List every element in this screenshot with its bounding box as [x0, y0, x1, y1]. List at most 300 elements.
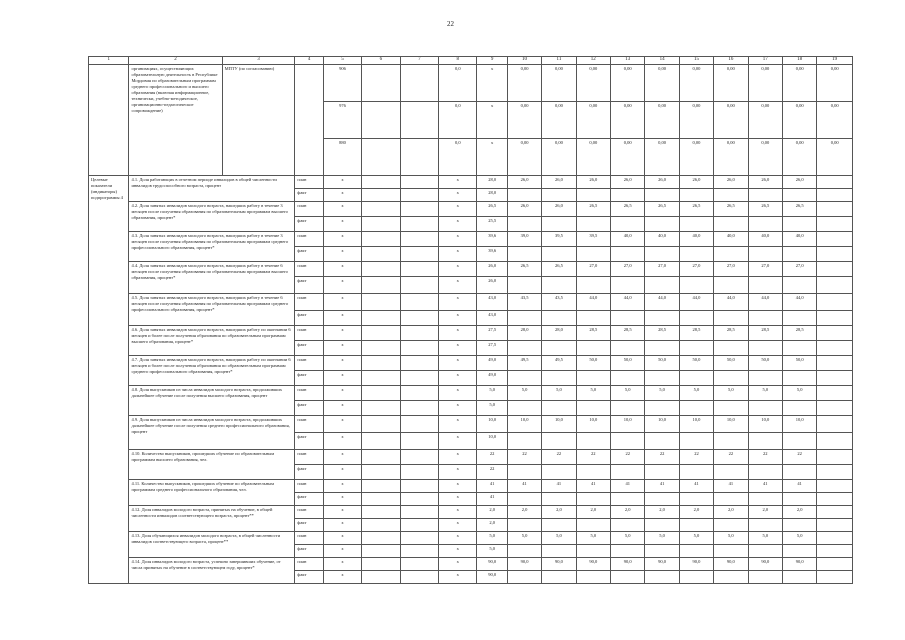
value-cell: 43,0 [477, 311, 507, 326]
value-cell: 28,5 [679, 326, 713, 341]
empty-cell [507, 311, 541, 326]
value-cell: 26,0 [714, 176, 748, 189]
code-cell: 906 [323, 65, 361, 102]
empty-cell [400, 102, 438, 139]
value-cell: 41 [748, 480, 782, 493]
empty-cell [507, 247, 541, 262]
empty-cell [400, 465, 438, 480]
value-cell: 2,0 [576, 506, 610, 519]
value-cell: 22 [507, 450, 541, 465]
empty-cell [748, 189, 782, 202]
empty-cell [507, 571, 541, 584]
value-cell: 27,0 [748, 262, 782, 277]
empty-cell [542, 371, 576, 386]
section-label: Целевые показатели (индикаторы) подпрограммы 4 [89, 176, 129, 584]
value-cell: 39,6 [477, 247, 507, 262]
value-cell: 5,0 [507, 386, 541, 401]
fact-label: факт [295, 401, 323, 416]
empty-cell [542, 189, 576, 202]
value-cell: 25,5 [477, 217, 507, 232]
empty-cell [400, 65, 438, 102]
empty-cell [611, 493, 645, 506]
value-cell: 22 [477, 450, 507, 465]
indicator-name: 4.1. Доля работающих в отчетном периоде инвалидов в общей численности инвалидов трудоспособного возраста, процент [129, 176, 295, 202]
x-cell: х [323, 480, 361, 493]
empty-cell [817, 326, 853, 341]
empty-cell [611, 189, 645, 202]
empty-cell [782, 371, 816, 386]
value-cell: 5,0 [645, 386, 679, 401]
value-cell: 41 [782, 480, 816, 493]
empty-cell [362, 277, 400, 294]
empty-cell [362, 571, 400, 584]
value-cell: 40,0 [679, 232, 713, 247]
empty-cell [576, 247, 610, 262]
empty-cell [362, 506, 400, 519]
value-cell: 5,0 [679, 532, 713, 545]
x-cell: х [439, 202, 477, 217]
empty-cell [507, 371, 541, 386]
empty-cell [817, 465, 853, 480]
plan-row [89, 232, 853, 247]
empty-cell [507, 519, 541, 532]
value-cell: 26,5 [507, 262, 541, 277]
indicator-name: 4.11. Количество выпускников, прошедших обучение по образовательным программам среднего профессионального образования, чел. [129, 480, 295, 506]
empty-cell [400, 217, 438, 232]
x-cell: х [439, 433, 477, 450]
x-cell: х [323, 450, 361, 465]
empty-cell [817, 311, 853, 326]
empty-cell [542, 465, 576, 480]
empty-cell [400, 416, 438, 433]
x-cell: х [439, 341, 477, 356]
empty-cell [714, 277, 748, 294]
value-cell: 41 [507, 480, 541, 493]
empty-cell [782, 217, 816, 232]
x-cell: х [439, 311, 477, 326]
plan-row [89, 532, 853, 545]
empty-cell [714, 493, 748, 506]
value-cell: 26,5 [645, 202, 679, 217]
empty-cell [542, 311, 576, 326]
value-cell: 5,0 [748, 386, 782, 401]
value-cell: 5,0 [542, 386, 576, 401]
empty-cell [611, 277, 645, 294]
value-cell: 0,00 [542, 139, 576, 176]
plan-row [89, 450, 853, 465]
column-number: 6 [362, 57, 400, 65]
value-cell: 0,0 [439, 65, 477, 102]
page-number: 22 [447, 20, 454, 28]
empty-cell [645, 493, 679, 506]
value-cell: 2,0 [507, 506, 541, 519]
value-cell: 5,0 [645, 532, 679, 545]
value-cell: 0,00 [542, 65, 576, 102]
plan-label: план [295, 506, 323, 519]
code-cell: 880 [323, 139, 361, 176]
empty-cell [400, 341, 438, 356]
empty-cell [817, 189, 853, 202]
x-cell: х [439, 189, 477, 202]
value-cell: 0,00 [782, 102, 816, 139]
value-cell: 26,0 [507, 176, 541, 189]
value-cell: 0,00 [748, 65, 782, 102]
empty-cell [576, 311, 610, 326]
empty-cell [782, 341, 816, 356]
empty-cell [645, 465, 679, 480]
empty-cell [817, 450, 853, 465]
empty-cell [748, 371, 782, 386]
empty-cell [782, 311, 816, 326]
value-cell: 26,0 [611, 176, 645, 189]
value-cell: 22 [611, 450, 645, 465]
value-cell: 28,5 [748, 326, 782, 341]
empty-cell [542, 217, 576, 232]
empty-cell [362, 480, 400, 493]
empty-cell [507, 341, 541, 356]
empty-cell [400, 247, 438, 262]
value-cell: 5,0 [576, 386, 610, 401]
value-cell: 10,0 [477, 416, 507, 433]
empty-cell [362, 139, 400, 176]
value-cell: 10,0 [611, 416, 645, 433]
x-cell: х [323, 189, 361, 202]
x-cell: х [323, 401, 361, 416]
value-cell: 27,0 [611, 262, 645, 277]
empty-cell [611, 311, 645, 326]
value-cell: 27,0 [782, 262, 816, 277]
value-cell: 90,0 [507, 558, 541, 571]
value-cell: 26,5 [542, 262, 576, 277]
empty-cell [362, 401, 400, 416]
value-cell: 5,0 [576, 532, 610, 545]
value-cell: 5,0 [507, 532, 541, 545]
empty-cell [362, 65, 400, 102]
plan-label: план [295, 326, 323, 341]
empty-cell [400, 401, 438, 416]
value-cell: 5,0 [714, 532, 748, 545]
column-number: 3 [222, 57, 295, 65]
value-cell: 26,0 [542, 202, 576, 217]
empty-cell [645, 571, 679, 584]
value-cell: 26,5 [782, 202, 816, 217]
value-cell: 90,0 [645, 558, 679, 571]
x-cell: х [323, 277, 361, 294]
empty-cell [817, 356, 853, 371]
empty-cell [817, 571, 853, 584]
value-cell: 2,0 [542, 506, 576, 519]
empty-cell [362, 311, 400, 326]
value-cell: 90,0 [542, 558, 576, 571]
value-cell: 0,00 [782, 65, 816, 102]
value-cell: 22 [714, 450, 748, 465]
x-cell: х [439, 519, 477, 532]
empty-cell [714, 433, 748, 450]
empty-cell [748, 519, 782, 532]
empty-cell [576, 217, 610, 232]
empty-cell [817, 371, 853, 386]
empty-cell [576, 433, 610, 450]
empty-cell [611, 247, 645, 262]
empty-cell [645, 519, 679, 532]
fact-label: факт [295, 493, 323, 506]
value-cell: х [477, 102, 507, 139]
empty-cell [611, 341, 645, 356]
empty-cell [362, 450, 400, 465]
code-cell: 976 [323, 102, 361, 139]
value-cell: 22 [645, 450, 679, 465]
value-cell: 2,0 [477, 519, 507, 532]
column-number: 15 [679, 57, 713, 65]
value-cell: 5,0 [611, 386, 645, 401]
empty-cell [362, 386, 400, 401]
empty-cell [362, 176, 400, 189]
empty-cell [362, 189, 400, 202]
empty-cell [400, 480, 438, 493]
x-cell: х [439, 532, 477, 545]
empty-cell [576, 277, 610, 294]
empty-cell [679, 341, 713, 356]
empty-cell [748, 545, 782, 558]
x-cell: х [439, 558, 477, 571]
plan-row [89, 480, 853, 493]
empty-cell [576, 465, 610, 480]
value-cell: 22 [748, 450, 782, 465]
empty-cell [400, 558, 438, 571]
indicator-name: 4.10. Количество выпускников, прошедших обучение по образовательным программам высшего образования, чел. [129, 450, 295, 480]
value-cell: 27,5 [477, 326, 507, 341]
value-cell: 0,00 [782, 139, 816, 176]
empty-cell [576, 401, 610, 416]
x-cell: х [323, 571, 361, 584]
value-cell: 41 [679, 480, 713, 493]
empty-cell [679, 519, 713, 532]
value-cell: 40,0 [748, 232, 782, 247]
empty-cell [748, 277, 782, 294]
empty-cell [611, 465, 645, 480]
empty-cell [400, 262, 438, 277]
value-cell: 28,5 [714, 326, 748, 341]
x-cell: х [323, 202, 361, 217]
x-cell: х [439, 450, 477, 465]
value-cell: 2,0 [782, 506, 816, 519]
value-cell: 5,0 [477, 401, 507, 416]
measure-description: организациях, осуществляющих образовательную деятельность в Республике Мордовия по образовательным программам среднего профессионального и высшего образования (включая информационное, технически, учебно-методическое, организационно-педагогическое сопровождение) [129, 65, 222, 176]
empty-cell [782, 189, 816, 202]
empty-cell [362, 232, 400, 247]
plan-row [89, 386, 853, 401]
value-cell: 50,0 [645, 356, 679, 371]
x-cell: х [323, 519, 361, 532]
value-cell: 28,5 [611, 326, 645, 341]
fact-label: факт [295, 465, 323, 480]
empty-cell [714, 311, 748, 326]
empty-cell [611, 519, 645, 532]
empty-cell [714, 247, 748, 262]
x-cell: х [439, 465, 477, 480]
x-cell: х [439, 356, 477, 371]
value-cell: 22 [542, 450, 576, 465]
empty-cell [817, 519, 853, 532]
executor-cell: МПТУ (по согласованию) [222, 65, 295, 176]
empty-cell [714, 571, 748, 584]
value-cell: 26,0 [477, 262, 507, 277]
empty-cell [362, 294, 400, 311]
value-cell: 0,00 [817, 65, 853, 102]
value-cell: 90,0 [477, 571, 507, 584]
value-cell: 0,00 [611, 102, 645, 139]
value-cell: 26,5 [714, 202, 748, 217]
empty-cell [817, 176, 853, 189]
value-cell: 41 [477, 480, 507, 493]
empty-cell [679, 401, 713, 416]
value-cell: 26,0 [542, 176, 576, 189]
value-cell: 0,00 [817, 139, 853, 176]
empty-cell [782, 545, 816, 558]
empty-cell [362, 519, 400, 532]
column-number: 16 [714, 57, 748, 65]
empty-cell [645, 341, 679, 356]
indicator-name: 4.8. Доля выпускников из числа инвалидов молодого возраста, продолживших дальнейшее обучение после получения высшего образования, процент [129, 386, 295, 416]
value-cell: 90,0 [714, 558, 748, 571]
empty-cell [817, 558, 853, 571]
empty-cell [362, 558, 400, 571]
x-cell: х [323, 433, 361, 450]
empty-cell [748, 465, 782, 480]
x-cell: х [439, 232, 477, 247]
value-cell: 2,0 [477, 506, 507, 519]
indicator-name: 4.6. Доля занятых инвалидов молодого возраста, нашедших работу по окончании 6 месяцев и более после получения образования по образовательным программам высшего образования, процент* [129, 326, 295, 356]
column-number: 8 [439, 57, 477, 65]
x-cell: х [439, 416, 477, 433]
x-cell: х [439, 277, 477, 294]
empty-cell [679, 371, 713, 386]
x-cell: х [439, 480, 477, 493]
value-cell: 0,00 [611, 139, 645, 176]
empty-cell [817, 341, 853, 356]
x-cell: х [439, 401, 477, 416]
empty-cell [400, 202, 438, 217]
value-cell: 90,0 [782, 558, 816, 571]
column-number: 9 [477, 57, 507, 65]
value-cell: 5,0 [714, 386, 748, 401]
plan-label: план [295, 176, 323, 189]
empty-cell [507, 545, 541, 558]
value-cell: 27,0 [576, 262, 610, 277]
empty-cell [576, 493, 610, 506]
empty-cell [400, 277, 438, 294]
empty-cell [362, 247, 400, 262]
empty-cell [679, 465, 713, 480]
empty-cell [679, 493, 713, 506]
plan-label: план [295, 416, 323, 433]
value-cell: 0,00 [576, 139, 610, 176]
empty-cell [782, 493, 816, 506]
empty-cell [400, 433, 438, 450]
empty-cell [748, 311, 782, 326]
empty-cell [748, 217, 782, 232]
empty-cell [714, 545, 748, 558]
value-cell: 26,0 [576, 176, 610, 189]
fact-label: факт [295, 371, 323, 386]
value-cell: 26,5 [611, 202, 645, 217]
x-cell: х [439, 294, 477, 311]
empty-cell [542, 519, 576, 532]
empty-cell [611, 401, 645, 416]
empty-cell [400, 519, 438, 532]
empty-cell [817, 480, 853, 493]
column-number: 14 [645, 57, 679, 65]
plan-row [89, 356, 853, 371]
column-number: 19 [817, 57, 853, 65]
value-cell: 0,00 [507, 102, 541, 139]
empty-cell [679, 433, 713, 450]
intro-row [89, 65, 853, 102]
empty-cell [507, 277, 541, 294]
x-cell: х [323, 558, 361, 571]
value-cell: 40,0 [782, 232, 816, 247]
empty-cell [714, 465, 748, 480]
column-number: 5 [323, 57, 361, 65]
x-cell: х [439, 545, 477, 558]
value-cell: 0,00 [576, 65, 610, 102]
empty-cell [817, 262, 853, 277]
x-cell: х [323, 545, 361, 558]
value-cell: 0,00 [679, 139, 713, 176]
value-cell: 28,0 [542, 326, 576, 341]
empty-cell [748, 571, 782, 584]
x-cell: х [323, 416, 361, 433]
x-cell: х [439, 571, 477, 584]
empty-cell [679, 545, 713, 558]
indicator-name: 4.3. Доля занятых инвалидов молодого возраста, нашедших работу в течение 3 месяцев после получения образования по образовательным программам среднего профессионального образования, процент* [129, 232, 295, 262]
value-cell: 41 [611, 480, 645, 493]
value-cell: 5,0 [782, 532, 816, 545]
empty-cell [542, 433, 576, 450]
empty-cell [679, 247, 713, 262]
value-cell: 5,0 [542, 532, 576, 545]
empty-cell [817, 386, 853, 401]
plan-label: план [295, 558, 323, 571]
empty-cell [362, 326, 400, 341]
x-cell: х [323, 356, 361, 371]
value-cell: 2,0 [748, 506, 782, 519]
fact-label: факт [295, 277, 323, 294]
value-cell: 43,5 [542, 294, 576, 311]
fact-label: факт [295, 519, 323, 532]
plan-row [89, 262, 853, 277]
column-number: 13 [611, 57, 645, 65]
value-cell: 0,00 [507, 65, 541, 102]
empty-cell [679, 217, 713, 232]
value-cell: 10,0 [542, 416, 576, 433]
empty-cell [362, 356, 400, 371]
empty-cell [400, 294, 438, 311]
empty-cell [611, 545, 645, 558]
empty-cell [645, 371, 679, 386]
program-table [88, 56, 853, 584]
empty-cell [611, 371, 645, 386]
value-cell: 39,5 [576, 232, 610, 247]
plan-row [89, 202, 853, 217]
value-cell: 39,5 [542, 232, 576, 247]
empty-cell [782, 519, 816, 532]
x-cell: х [323, 232, 361, 247]
empty-cell [748, 341, 782, 356]
value-cell: 40,0 [645, 232, 679, 247]
column-number: 10 [507, 57, 541, 65]
empty-cell [748, 401, 782, 416]
